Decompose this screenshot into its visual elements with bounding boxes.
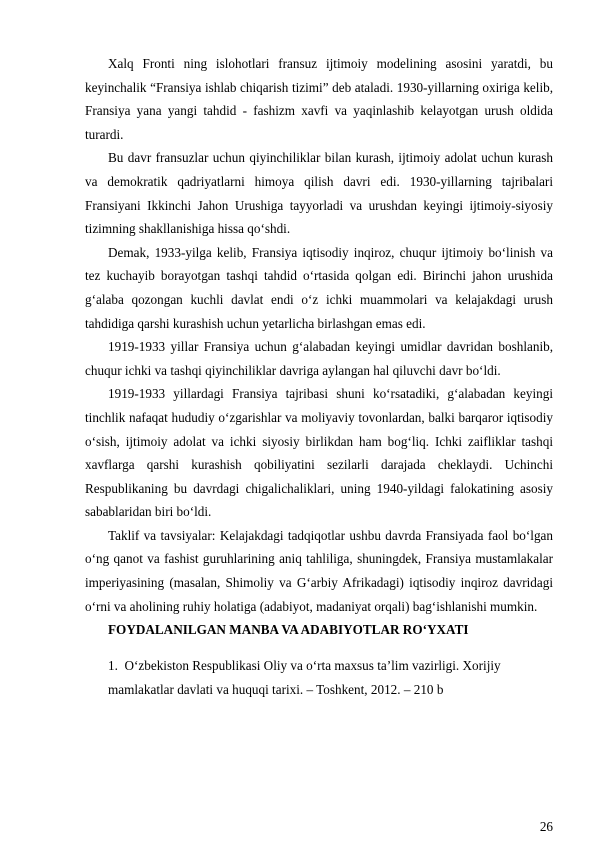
paragraph-6: Taklif va tavsiyalar: Kelajakdagi tadqiqotlar ushbu davrda Fransiyada faol bo‘lgan o‘ng qanot va fashist guruhlarining aniq tahliliga, shuningdek, Fransiya mustamlakalar imperiyasining (masalan, Shimoliy va G‘arbiy Afrikadagi) iqtisodiy inqiroz davridagi o‘rni va aholining ruhiy holatiga (adabiyot, madaniyat orqali) bag‘ishlanishi mumkin. — [85, 527, 553, 614]
reference-item — [85, 654, 553, 701]
page-number: 26 — [539, 819, 553, 834]
reference-text-2: mamlakatlar davlati va huquqi tarixi. – Toshkent, 2012. – 210 b — [108, 681, 444, 697]
paragraph-1: Xalq Fronti ning islohotlari fransuz ijtimoiy modelining asosini yaratdi, bu keyinchalik “Fransiya ishlab chiqarish tizimi” deb ataladi. 1930-yillarning oxiriga kelib, Fransiya yana yangi tahdid - fashizm xavfi va yaqinlashib kelayotgan urush oldida turardi. — [85, 56, 553, 142]
reference-number: 1. — [108, 658, 118, 674]
paragraph-2: Bu davr fransuzlar uchun qiyinchiliklar bilan kurash, ijtimoiy adolat uchun kurash va demokratik qadriyatlarni himoya qilish davri edi. 1930-yillarning tajribalari Fransiyani Ikkinchi Jahon Urushiga tayyorladi va urushdan keyingi ijtimoiy-siyosiy tizimning shakllanishiga hissa qo‘shdi. — [85, 150, 553, 237]
reference-text-1: O‘zbekiston Respublikasi Oliy va o‘rta maxsus ta’lim vazirligi. Xorijiy — [124, 658, 501, 674]
paragraph-5: 1919-1933 yillardagi Fransiya tajribasi shuni ko‘rsatadiki, g‘alabadan keyingi tinchlik nafaqat hududiy o‘zgarishlar va moliyaviy tovonlardan, balki barqaror iqtisodiy o‘sish, ijtimoiy adolat va ichki siyosiy birlikdan ham bog‘liq. Ichki zaifliklar tashqi xavflarga qarshi kurashish qobiliyatini sezilarli darajada cheklaydi. Uchinchi Respublikaning bu davrdagi chigalichaliklari, uning 1940-yildagi falokatining asosiy sabablaridan biri bo‘ldi. — [85, 386, 553, 520]
paragraph-3: Demak, 1933-yilga kelib, Fransiya iqtisodiy inqiroz, chuqur ijtimoiy bo‘linish va tez kuchayib borayotgan tashqi tahdid o‘rtasida qolgan edi. Birinchi jahon urushida g‘alaba qozongan kuchli davlat endi o‘z ichki muammolari va kelajakdagi urush tahdidiga qarshi kurashish uchun yetarlicha birlashgan emas edi. — [85, 244, 553, 331]
document-body — [85, 52, 553, 701]
references-heading: FOYDALANILGAN MANBA VA ADABIYOTLAR RO‘YXATI — [108, 622, 469, 638]
paragraph-4: 1919-1933 yillar Fransiya uchun g‘alabadan keyingi umidlar davridan boshlanib, chuqur ichki va tashqi qiyinchiliklar davriga aylangan hal qiluvchi davr bo‘ldi. — [85, 339, 553, 378]
reference-line-1 — [108, 654, 553, 678]
